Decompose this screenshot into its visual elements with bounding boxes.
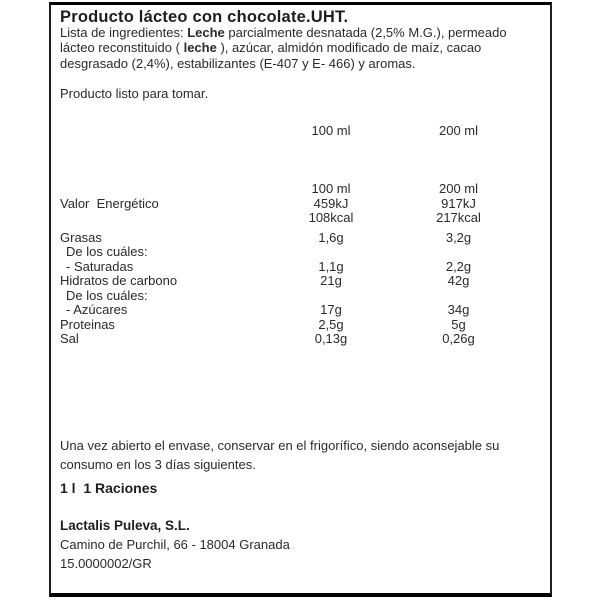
row-label: Grasas: [60, 229, 102, 245]
table-row-sugars: [60, 303, 542, 318]
row-label: - Azúcares: [66, 302, 128, 317]
value-200ml: 917kJ: [441, 195, 476, 211]
value-100ml: [276, 289, 386, 304]
ingredients-intro: Lista de ingredientes:: [60, 25, 188, 40]
value-200ml: 217kcal: [436, 210, 481, 225]
manufacturer-name: Lactalis Puleva, S.L.: [60, 518, 190, 533]
value-200ml: [386, 289, 531, 304]
ingredients-middle: parcialmente desnatada (2,5% M.G.), permeado lácteo reconstituido (: [60, 25, 511, 56]
value-100ml: 1,6g: [318, 229, 344, 245]
row-label: [60, 182, 276, 197]
value-100ml: 2,5g: [318, 316, 344, 332]
value-100ml: 0,13g: [314, 331, 348, 346]
product-label-box: [49, 2, 552, 597]
value-100ml: 17g: [320, 302, 342, 317]
row-label: Proteinas: [60, 316, 115, 332]
column-header-100ml: 100 ml: [311, 123, 351, 138]
table-row-salt: [60, 332, 542, 347]
ingredients-paragraph: [60, 25, 532, 71]
column-header-200ml: 200 ml: [438, 123, 479, 138]
row-label: De los cuáles:: [66, 287, 148, 303]
table-row-of-which-fat: [60, 245, 542, 260]
value-200ml: 200 ml: [438, 181, 479, 196]
table-row-saturated: [60, 260, 542, 275]
row-label: Hidratos de carbono: [60, 273, 178, 288]
value-200ml: 5g: [451, 316, 466, 332]
value-200ml: 3,2g: [445, 229, 472, 245]
value-100ml: 459kJ: [313, 195, 349, 211]
row-label: - Saturadas: [66, 258, 134, 274]
nutrition-table: [60, 182, 542, 347]
value-200ml: [386, 245, 531, 260]
value-100ml: [276, 245, 386, 260]
value-100ml: 1,1g: [318, 258, 344, 274]
value-100ml: 21g: [320, 273, 342, 288]
value-100ml: 108kcal: [308, 210, 354, 225]
table-row-protein: [60, 318, 542, 333]
value-200ml: 34g: [447, 302, 470, 317]
row-label: Sal: [60, 331, 79, 346]
value-200ml: 2,2g: [445, 258, 472, 274]
table-row-fat: [60, 231, 542, 246]
table-row-energy-kcal: [60, 211, 542, 226]
registration-number: 15.0000002/GR: [60, 556, 152, 572]
manufacturer-block: [60, 516, 290, 574]
ready-to-drink-note: Producto listo para tomar.: [60, 86, 209, 101]
ingredient-leche-bold-2: leche: [183, 40, 217, 56]
product-title: Producto lácteo con chocolate.UHT.: [60, 8, 349, 26]
header-spacer: [60, 124, 276, 139]
ingredients-end: ), azúcar, almidón modificado de maíz, cacao desgrasado (2,4%), estabilizantes (E-407 y E- 466) y aromas.: [60, 40, 485, 71]
table-row-carbohydrates: [60, 274, 542, 289]
value-200ml: 42g: [447, 273, 470, 288]
table-row-energy-kj: [60, 197, 542, 212]
value-100ml: 100 ml: [311, 181, 351, 196]
manufacturer-address: Camino de Purchil, 66 - 18004 Granada: [60, 537, 290, 553]
ingredient-leche-bold: Leche: [187, 25, 225, 40]
table-row-column-headers: [60, 182, 542, 197]
storage-instructions: Una vez abierto el envase, conservar en el frigorífico, siendo aconsejable su consumo en los 3 días siguientes.: [60, 438, 500, 472]
value-200ml: 0,26g: [442, 331, 475, 346]
row-label: [60, 211, 276, 226]
table-row-of-which-carbs: [60, 289, 542, 304]
volume-servings: 1 l 1 Raciones: [60, 480, 158, 496]
row-label: Valor Energético: [60, 195, 159, 211]
row-label: De los cuáles:: [66, 244, 148, 259]
serving-size-header-row: [60, 124, 542, 139]
